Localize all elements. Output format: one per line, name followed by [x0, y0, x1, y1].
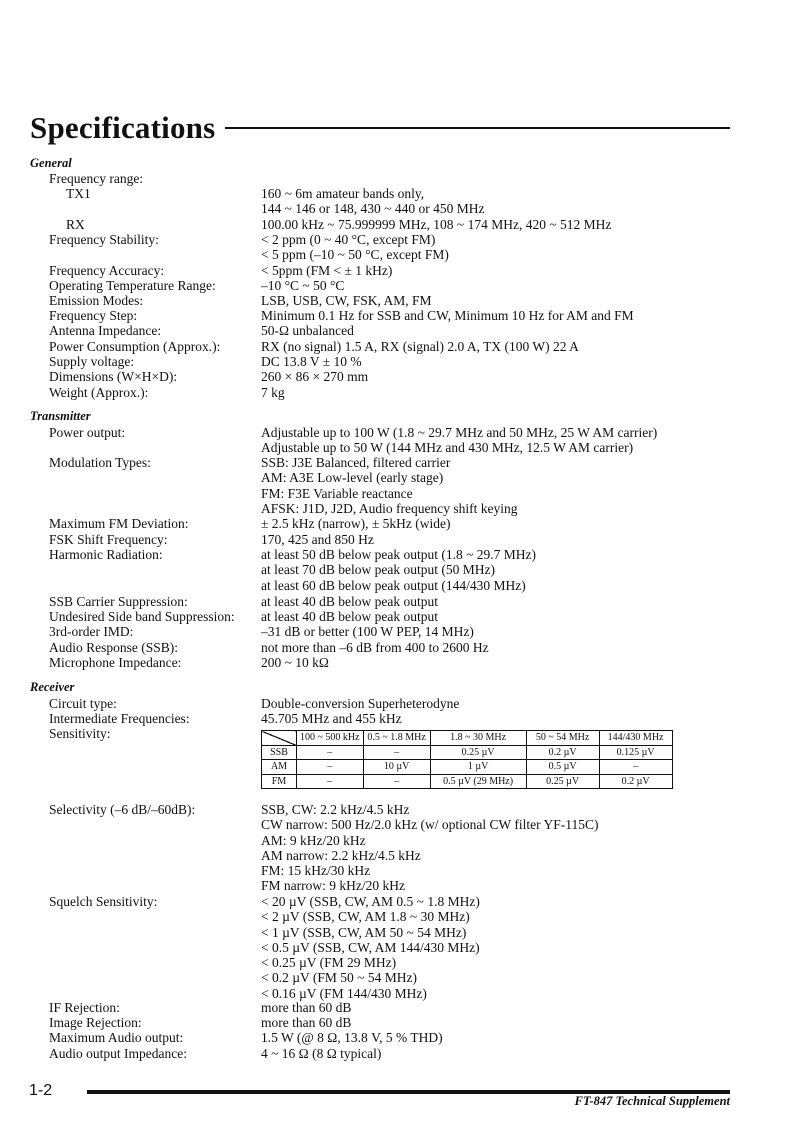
label-microphone-impedance: Microphone Impedance: — [49, 655, 182, 670]
value-line: AM narrow: 2.2 kHz/4.5 kHz — [261, 847, 421, 863]
table-row — [262, 745, 673, 760]
label-intermediate-frequencies: Intermediate Frequencies: — [49, 711, 190, 726]
value-supply-voltage: DC 13.8 V ± 10 % — [261, 354, 362, 369]
label-power-consumption: Power Consumption (Approx.): — [49, 339, 221, 354]
table-cell: 0.25 µV — [526, 774, 599, 789]
value-squelch-sensitivity — [261, 894, 480, 1001]
value-line: AM: 9 kHz/20 kHz — [261, 832, 366, 848]
value-line: Adjustable up to 100 W (1.8 ~ 29.7 MHz and 50 MHz, 25 W AM carrier) — [261, 425, 658, 440]
value-line: FM narrow: 9 kHz/20 kHz — [261, 878, 405, 894]
label-sideband-suppression: Undesired Side band Suppression: — [49, 609, 235, 624]
value-frequency-accuracy: < 5ppm (FM < ± 1 kHz) — [261, 263, 393, 278]
table-row-mode: AM — [262, 760, 297, 775]
table-row-mode: SSB — [262, 745, 297, 760]
table-cell: 10 µV — [363, 760, 430, 775]
label-image-rejection: Image Rejection: — [49, 1015, 142, 1030]
value-line: 144 ~ 146 or 148, 430 ~ 440 or 450 MHz — [261, 201, 485, 217]
label-sensitivity: Sensitivity: — [49, 726, 111, 741]
value-line: Adjustable up to 50 W (144 MHz and 430 MHz, 12.5 W AM carrier) — [261, 440, 634, 456]
label-squelch-sensitivity: Squelch Sensitivity: — [49, 894, 158, 909]
label-weight: Weight (Approx.): — [49, 385, 149, 400]
label-if-rejection: IF Rejection: — [49, 1000, 120, 1015]
table-cell: 0.5 µV (29 MHz) — [430, 774, 526, 789]
table-row — [262, 774, 673, 789]
table-row — [262, 760, 673, 775]
section-transmitter-heading: Transmitter — [30, 409, 91, 423]
table-corner-cell — [262, 731, 297, 746]
table-cell: 0.2 µV — [599, 774, 672, 789]
title-block — [30, 108, 730, 148]
value-line: < 2 µV (SSB, CW, AM 1.8 ~ 30 MHz) — [261, 909, 470, 925]
value-selectivity — [261, 802, 598, 894]
table-cell: – — [363, 774, 430, 789]
label-rx: RX — [66, 217, 85, 232]
label-frequency-step: Frequency Step: — [49, 308, 138, 323]
table-cell: – — [297, 774, 364, 789]
label-antenna-impedance: Antenna Impedance: — [49, 323, 162, 338]
label-max-audio-output: Maximum Audio output: — [49, 1030, 184, 1045]
table-header-cell: 0.5 ~ 1.8 MHz — [363, 731, 430, 746]
value-line: at least 50 dB below peak output (1.8 ~ 29.7 MHz) — [261, 547, 537, 562]
value-weight: 7 kg — [261, 385, 285, 400]
value-tx1 — [261, 186, 484, 217]
label-circuit-type: Circuit type: — [49, 696, 117, 711]
page-title: Specifications — [30, 110, 216, 145]
label-ssb-carrier-suppression: SSB Carrier Suppression: — [49, 594, 188, 609]
table-header-cell: 50 ~ 54 MHz — [526, 731, 599, 746]
label-operating-temperature: Operating Temperature Range: — [49, 278, 216, 293]
label-power-output: Power output: — [49, 425, 126, 440]
value-operating-temperature: –10 °C ~ 50 °C — [261, 278, 345, 293]
table-cell: 0.125 µV — [599, 745, 672, 760]
label-selectivity: Selectivity (–6 dB/–60dB): — [49, 802, 196, 817]
table-cell: – — [297, 760, 364, 775]
table-header-cell: 144/430 MHz — [599, 731, 672, 746]
label-max-fm-deviation: Maximum FM Deviation: — [49, 516, 189, 531]
value-modulation-types — [261, 455, 518, 516]
value-max-audio-output: 1.5 W (@ 8 Ω, 13.8 V, 5 % THD) — [261, 1030, 443, 1045]
footer-doc-title: FT-847 Technical Supplement — [574, 1094, 730, 1108]
value-line: SSB, CW: 2.2 kHz/4.5 kHz — [261, 802, 410, 817]
value-dimensions: 260 × 86 × 270 mm — [261, 369, 369, 384]
label-dimensions: Dimensions (W×H×D): — [49, 369, 178, 384]
value-harmonic-radiation — [261, 547, 536, 593]
label-tx1: TX1 — [66, 186, 91, 201]
value-sideband-suppression: at least 40 dB below peak output — [261, 609, 438, 624]
title-rule — [225, 127, 730, 129]
value-microphone-impedance: 200 ~ 10 kΩ — [261, 655, 329, 670]
value-line: < 1 µV (SSB, CW, AM 50 ~ 54 MHz) — [261, 924, 467, 940]
value-intermediate-frequencies: 45.705 MHz and 455 kHz — [261, 711, 402, 726]
label-frequency-accuracy: Frequency Accuracy: — [49, 263, 165, 278]
table-header-cell: 1.8 ~ 30 MHz — [430, 731, 526, 746]
value-line: FM: F3E Variable reactance — [261, 485, 413, 501]
value-line: CW narrow: 500 Hz/2.0 kHz (w/ optional CW filter YF-115C) — [261, 817, 599, 833]
label-harmonic-radiation: Harmonic Radiation: — [49, 547, 163, 562]
table-cell: 0.2 µV — [526, 745, 599, 760]
value-if-rejection: more than 60 dB — [261, 1000, 352, 1015]
table-cell: – — [363, 745, 430, 760]
value-line: < 2 ppm (0 ~ 40 °C, except FM) — [261, 232, 436, 247]
section-general-heading: General — [30, 156, 72, 170]
table-cell: – — [297, 745, 364, 760]
value-line: 160 ~ 6m amateur bands only, — [261, 186, 425, 201]
label-fsk-shift: FSK Shift Frequency: — [49, 532, 168, 547]
table-header-cell: 100 ~ 500 kHz — [297, 731, 364, 746]
value-ssb-carrier-suppression: at least 40 dB below peak output — [261, 594, 438, 609]
value-frequency-stability — [261, 232, 449, 263]
value-fsk-shift: 170, 425 and 850 Hz — [261, 532, 374, 547]
value-max-fm-deviation: ± 2.5 kHz (narrow), ± 5kHz (wide) — [261, 516, 451, 531]
value-line: FM: 15 kHz/30 kHz — [261, 863, 371, 878]
value-line: AFSK: J1D, J2D, Audio frequency shift keying — [261, 500, 518, 516]
table-cell: 0.5 µV — [526, 760, 599, 775]
value-image-rejection: more than 60 dB — [261, 1015, 352, 1030]
label-imd: 3rd-order IMD: — [49, 624, 134, 639]
value-audio-output-impedance: 4 ~ 16 Ω (8 Ω typical) — [261, 1046, 382, 1061]
table-cell: 1 µV — [430, 760, 526, 775]
label-audio-output-impedance: Audio output Impedance: — [49, 1046, 187, 1061]
table-cell: 0.25 µV — [430, 745, 526, 760]
section-receiver-heading: Receiver — [30, 680, 75, 694]
value-power-output — [261, 425, 657, 456]
table-cell: – — [599, 760, 672, 775]
value-antenna-impedance: 50-Ω unbalanced — [261, 323, 354, 338]
value-line: SSB: J3E Balanced, filtered carrier — [261, 455, 451, 470]
value-imd: –31 dB or better (100 W PEP, 14 MHz) — [261, 624, 474, 639]
value-line: < 0.2 µV (FM 50 ~ 54 MHz) — [261, 970, 417, 986]
value-circuit-type: Double-conversion Superheterodyne — [261, 696, 460, 711]
value-frequency-step: Minimum 0.1 Hz for SSB and CW, Minimum 10 Hz for AM and FM — [261, 308, 634, 323]
sensitivity-table — [261, 730, 673, 789]
table-row-mode: FM — [262, 774, 297, 789]
label-frequency-range: Frequency range: — [49, 171, 144, 186]
value-line: < 0.5 µV (SSB, CW, AM 144/430 MHz) — [261, 939, 480, 955]
value-line: at least 60 dB below peak output (144/430 MHz) — [261, 577, 526, 593]
value-line: < 0.25 µV (FM 29 MHz) — [261, 955, 397, 970]
value-line: < 5 ppm (–10 ~ 50 °C, except FM) — [261, 247, 449, 263]
value-line: AM: A3E Low-level (early stage) — [261, 470, 444, 486]
value-rx: 100.00 kHz ~ 75.999999 MHz, 108 ~ 174 MHz, 420 ~ 512 MHz — [261, 217, 612, 232]
label-supply-voltage: Supply voltage: — [49, 354, 135, 369]
label-audio-response: Audio Response (SSB): — [49, 640, 179, 655]
value-audio-response: not more than –6 dB from 400 to 2600 Hz — [261, 640, 489, 655]
value-line: < 20 µV (SSB, CW, AM 0.5 ~ 1.8 MHz) — [261, 894, 480, 909]
value-emission-modes: LSB, USB, CW, FSK, AM, FM — [261, 293, 432, 308]
value-line: < 0.16 µV (FM 144/430 MHz) — [261, 985, 427, 1001]
page-number: 1-2 — [29, 1082, 53, 1099]
label-frequency-stability: Frequency Stability: — [49, 232, 159, 247]
label-emission-modes: Emission Modes: — [49, 293, 144, 308]
value-line: at least 70 dB below peak output (50 MHz) — [261, 562, 495, 578]
table-header-row — [262, 731, 673, 746]
label-modulation-types: Modulation Types: — [49, 455, 151, 470]
value-power-consumption: RX (no signal) 1.5 A, RX (signal) 2.0 A, TX (100 W) 22 A — [261, 339, 579, 354]
